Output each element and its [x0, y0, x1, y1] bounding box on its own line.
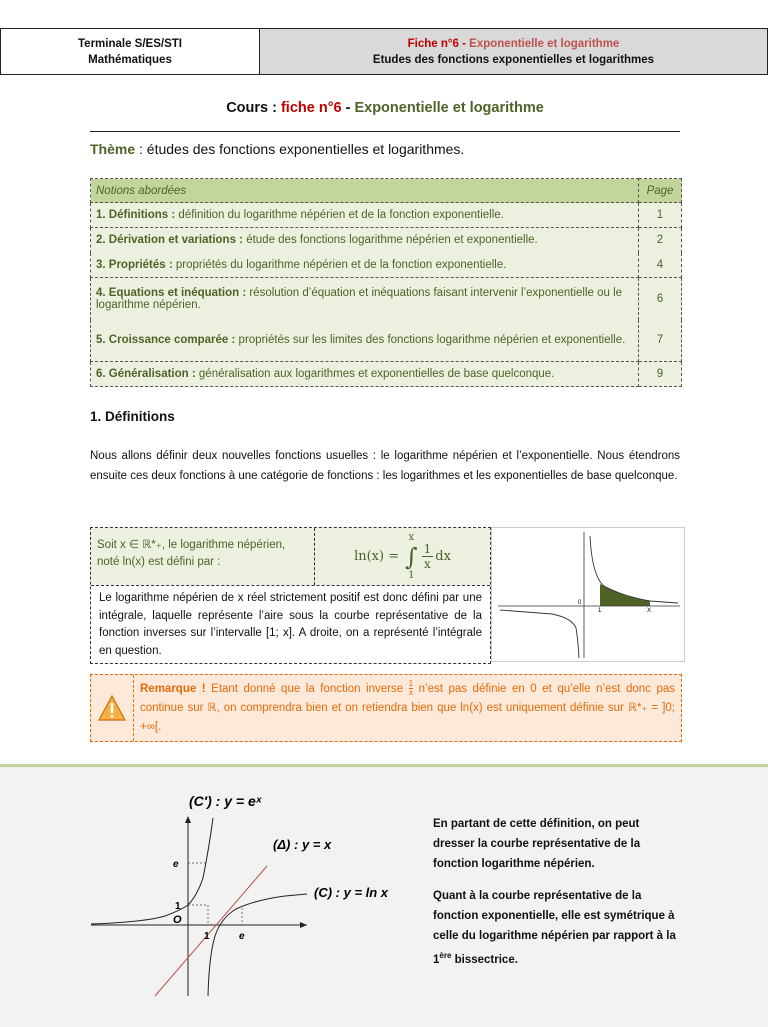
- notion-text: étude des fonctions logarithme népérien et exponentielle.: [246, 234, 538, 247]
- table-row: [91, 228, 682, 253]
- notion-text: généralisation aux logarithmes et exponentielles de base quelconque.: [198, 368, 555, 380]
- notions-header-page: Page: [639, 179, 682, 203]
- remark-frac-den: x: [408, 688, 413, 698]
- side-paragraph-2: [433, 886, 678, 970]
- notion-page: 4: [639, 253, 682, 278]
- definition-box: [90, 527, 491, 664]
- section-title: 1. Définitions: [90, 409, 175, 424]
- exp-curve-label: (C′) : y = eˣ: [189, 793, 262, 809]
- notion-page: 1: [639, 203, 682, 228]
- header-subtitle: Etudes des fonctions exponentielles et logarithmes: [372, 53, 655, 66]
- side-explanation: [433, 814, 678, 982]
- tick-1-y: 1: [175, 901, 181, 912]
- integrand-den: x: [424, 557, 431, 571]
- notion-text: définition du logarithme népérien et de la fonction exponentielle.: [178, 209, 504, 221]
- theme-line: [90, 141, 464, 157]
- remark-box: [90, 674, 682, 742]
- side-p2-b: bissectrice.: [451, 953, 518, 966]
- notion-page: 6: [639, 278, 682, 320]
- y-axis-arrow-icon: [185, 816, 191, 823]
- theme-label: Thème: [90, 141, 136, 157]
- notion-page: 7: [639, 320, 682, 362]
- header-fiche: Fiche n°6: [407, 37, 459, 50]
- header-class: Terminale S/ES/STI: [78, 37, 182, 50]
- intro-paragraph: Nous allons définir deux nouvelles fonctions usuelles : le logarithme népérien et l’exponentielle. Nous étendrons ensuite ces deux fonctions à une catégorie de fonctions : les logarithmes et les exponentielles de base quelconque.: [90, 450, 680, 482]
- x-axis-arrow-icon: [300, 922, 307, 928]
- notions-table: [90, 178, 682, 387]
- title-topic: Exponentielle et logarithme: [354, 100, 544, 116]
- inverse-graph-svg: [492, 528, 684, 661]
- side-p2-sup: ère: [439, 951, 452, 960]
- title-sep: -: [341, 100, 355, 116]
- ln-curve-label: (C) : y = ln x: [314, 885, 389, 900]
- notion-title: 3. Propriétés :: [96, 258, 176, 271]
- header-subject: Mathématiques: [88, 53, 172, 66]
- side-p2-a: Quant à la courbe représentative de la fonction exponentielle, elle est symétrique à celle du logarithme népérien par rapport à la 1: [433, 890, 676, 966]
- notion-title: 6. Généralisation :: [96, 368, 199, 380]
- page-title: [90, 100, 680, 116]
- title-rule: [90, 131, 680, 132]
- tick-origin: O: [173, 914, 182, 926]
- exp-curve: [91, 818, 213, 924]
- header-right: [260, 29, 767, 74]
- notion-text: résolution d’équation et inéquations faisant intervenir l’exponentielle ou le logarithme népérien.: [96, 286, 623, 311]
- table-row: [91, 278, 682, 320]
- notion-title: 5. Croissance comparée :: [96, 334, 239, 347]
- ln-exp-graph: [85, 786, 405, 1001]
- label-zero: 0: [578, 600, 582, 606]
- integrand-num: 1: [423, 542, 432, 556]
- inverse-function-graph: [491, 527, 685, 662]
- ln-curve: [208, 894, 307, 996]
- ln-exp-svg: [85, 786, 405, 1001]
- notion-text: propriétés du logarithme népérien et de la fonction exponentielle.: [175, 258, 507, 271]
- definition-statement: [91, 528, 315, 585]
- hyperbola-left-branch: [500, 610, 579, 658]
- identity-label: (Δ) : y = x: [273, 837, 332, 852]
- side-paragraph-1: En partant de cette définition, on peut dresser la courbe représentative de la fonction logarithme népérien.: [433, 818, 641, 870]
- warning-icon: [91, 675, 134, 741]
- header-fiche-line: [408, 36, 620, 52]
- label-x: X: [647, 608, 652, 614]
- integral-lower: 1: [408, 569, 415, 581]
- notions-header-label: Notions abordées: [91, 179, 639, 203]
- definition-formula: [315, 528, 490, 585]
- theme-text: : études des fonctions exponentielles et logarithmes.: [135, 141, 465, 157]
- label-one: 1: [598, 608, 602, 614]
- definition-line1: Soit x ∈ ℝ*₊, le logarithme népérien,: [97, 539, 286, 551]
- notion-title: 4. Equations et inéquation :: [96, 286, 250, 299]
- header-topic: Exponentielle et logarithme: [469, 37, 620, 50]
- integrand-fraction: [422, 542, 434, 571]
- tick-e-x: e: [239, 931, 245, 942]
- title-fiche: fiche n°6: [280, 100, 342, 116]
- remark-label: Remarque !: [140, 683, 206, 695]
- table-row: [91, 320, 682, 362]
- integral-symbol-icon: ∫: [405, 542, 418, 571]
- header-left: [1, 29, 260, 74]
- header-sep: -: [458, 37, 470, 50]
- remark-text: [134, 675, 681, 741]
- integral-upper: x: [408, 531, 415, 543]
- title-prefix: Cours :: [226, 100, 281, 116]
- integral-sign: [405, 532, 418, 582]
- notion-title: 2. Dérivation et variations :: [96, 234, 247, 247]
- formula-dx: dx: [435, 549, 451, 564]
- table-row: [91, 253, 682, 278]
- notion-page: 9: [639, 362, 682, 387]
- table-row: [91, 362, 682, 387]
- notion-page: 2: [639, 228, 682, 253]
- tick-1-x: 1: [204, 931, 210, 942]
- remark-text1: Etant donné que la fonction inverse: [205, 683, 409, 695]
- page-header: [0, 28, 768, 75]
- identity-line: [155, 866, 267, 996]
- remark-frac-num: 1: [408, 679, 414, 689]
- notions-header-row: [91, 179, 682, 203]
- table-row: [91, 203, 682, 228]
- remark-text2: n’est pas définie en 0 et qu’elle n’est donc pas continue sur ℝ, on comprendra bien et on retiendra bien que ln(x) est uniquement définie sur ℝ*₊ = ]0; +∞[.: [140, 683, 675, 733]
- tick-e-y: e: [173, 859, 179, 870]
- formula-lhs: ln(x) =: [354, 549, 400, 564]
- notion-text: propriétés sur les limites des fonctions logarithme népérien et exponentielle.: [238, 334, 626, 347]
- definition-explanation: Le logarithme népérien de x réel strictement positif est donc défini par une intégrale, laquelle représente l’aire sous la courbe représentative de la fonction inverses sur l’intervalle [1; x]. A droite, on a représenté l’intégrale en question.: [99, 592, 482, 657]
- definition-line2: noté ln(x) est défini par :: [97, 556, 221, 568]
- notion-title: 1. Définitions :: [96, 209, 179, 221]
